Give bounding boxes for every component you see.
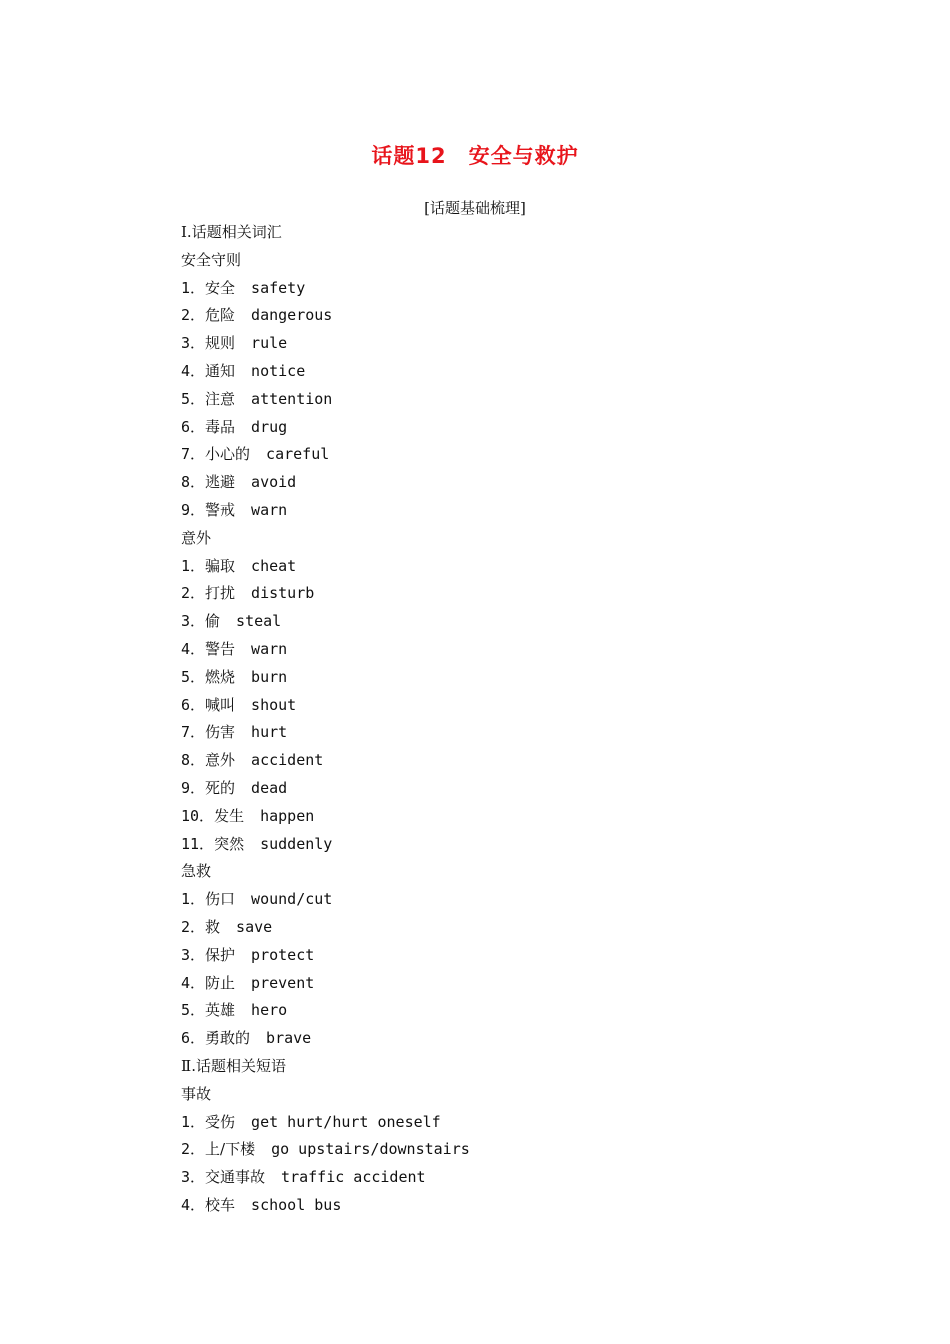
item-english: protect (251, 945, 315, 964)
item-english: steal (236, 612, 282, 631)
item-number: 1． (181, 278, 206, 297)
item-chinese: 死的 (205, 778, 236, 797)
item-number: 6． (181, 417, 206, 436)
vocab-item (181, 775, 881, 803)
vocab-item (181, 608, 881, 636)
vocab-item (181, 914, 881, 942)
item-number: 7． (181, 445, 206, 464)
item-english: brave (266, 1029, 312, 1048)
vocab-item (181, 997, 881, 1025)
vocab-item (181, 1192, 881, 1220)
item-chinese: 英雄 (205, 1001, 236, 1020)
group-heading: 安全守则 (181, 250, 242, 269)
vocab-item (181, 553, 881, 581)
vocab-item (181, 1164, 881, 1192)
item-number: 6． (181, 695, 206, 714)
vocab-item (181, 1136, 881, 1164)
item-english: suddenly (260, 834, 333, 853)
item-chinese: 危险 (205, 306, 236, 325)
vocab-item (181, 831, 881, 859)
vocabulary-content (181, 219, 881, 1220)
item-chinese: 突然 (214, 834, 245, 853)
item-chinese: 喊叫 (205, 695, 236, 714)
item-english: drug (251, 417, 288, 436)
item-chinese: 警戒 (205, 500, 236, 519)
item-chinese: 防止 (205, 973, 236, 992)
vocab-item (181, 719, 881, 747)
item-english: save (236, 917, 273, 936)
item-english: cheat (251, 556, 297, 575)
item-number: 3． (181, 945, 206, 964)
item-chinese: 伤害 (205, 723, 236, 742)
vocab-item (181, 747, 881, 775)
vocab-item (181, 970, 881, 998)
item-number: 10． (181, 806, 215, 825)
vocab-item (181, 358, 881, 386)
item-number: 1． (181, 556, 206, 575)
item-english: notice (251, 361, 306, 380)
item-english: careful (266, 445, 330, 464)
item-english: happen (260, 806, 315, 825)
item-english: safety (251, 278, 306, 297)
item-chinese: 打扰 (205, 584, 236, 603)
item-english: warn (251, 639, 288, 658)
item-english: hero (251, 1001, 288, 1020)
item-english: wound/cut (251, 890, 333, 909)
item-english: traffic accident (281, 1168, 426, 1187)
group-heading: 意外 (181, 528, 212, 547)
item-number: 3． (181, 612, 206, 631)
item-chinese: 勇敢的 (205, 1029, 251, 1048)
vocab-item (181, 886, 881, 914)
item-english: get hurt/hurt oneself (251, 1112, 441, 1131)
item-number: 8． (181, 473, 206, 492)
title-topic-number: 话题12 (371, 144, 447, 168)
item-chinese: 保护 (205, 945, 236, 964)
item-number: 5． (181, 667, 206, 686)
item-number: 9． (181, 500, 206, 519)
item-english: prevent (251, 973, 315, 992)
item-chinese: 毒品 (205, 417, 236, 436)
item-number: 2． (181, 306, 206, 325)
item-number: 4． (181, 1195, 206, 1214)
item-number: 4． (181, 639, 206, 658)
item-number: 11． (181, 834, 215, 853)
vocab-item (181, 1025, 881, 1053)
item-english: avoid (251, 473, 297, 492)
vocab-item (181, 497, 881, 525)
item-chinese: 发生 (214, 806, 245, 825)
item-english: hurt (251, 723, 288, 742)
vocab-item (181, 942, 881, 970)
item-number: 2． (181, 917, 206, 936)
item-number: 4． (181, 973, 206, 992)
item-number: 9． (181, 778, 206, 797)
item-chinese: 意外 (205, 751, 236, 770)
item-english: burn (251, 667, 288, 686)
section-subtitle: [话题基础梳理] (424, 199, 526, 217)
vocab-item (181, 664, 881, 692)
vocab-item (181, 275, 881, 303)
item-number: 5． (181, 1001, 206, 1020)
item-english: shout (251, 695, 297, 714)
vocab-item (181, 386, 881, 414)
vocab-item (181, 441, 881, 469)
item-english: accident (251, 751, 324, 770)
item-number: 1． (181, 890, 206, 909)
item-chinese: 注意 (205, 389, 236, 408)
item-number: 2． (181, 1140, 206, 1159)
item-chinese: 上/下楼 (205, 1140, 256, 1159)
item-number: 3． (181, 334, 206, 353)
item-number: 1． (181, 1112, 206, 1131)
title-topic-name: 安全与救护 (468, 144, 579, 168)
item-chinese: 校车 (205, 1195, 236, 1214)
item-chinese: 骗取 (205, 556, 236, 575)
vocab-item (181, 803, 881, 831)
vocab-item (181, 1109, 881, 1137)
group-heading: 急救 (181, 862, 212, 881)
vocab-item (181, 302, 881, 330)
item-chinese: 小心的 (205, 445, 251, 464)
section-heading: Ⅱ.话题相关短语 (181, 1056, 286, 1075)
item-english: disturb (251, 584, 315, 603)
item-chinese: 规则 (205, 334, 236, 353)
vocab-item (181, 469, 881, 497)
item-chinese: 通知 (205, 361, 236, 380)
item-chinese: 交通事故 (205, 1168, 266, 1187)
item-chinese: 警告 (205, 639, 236, 658)
group-heading: 事故 (181, 1084, 212, 1103)
item-chinese: 伤口 (205, 890, 236, 909)
item-number: 3． (181, 1168, 206, 1187)
item-number: 4． (181, 361, 206, 380)
item-chinese: 偷 (205, 612, 221, 631)
item-english: attention (251, 389, 333, 408)
vocab-item (181, 580, 881, 608)
item-number: 2． (181, 584, 206, 603)
item-chinese: 救 (205, 917, 221, 936)
item-english: dangerous (251, 306, 333, 325)
item-number: 6． (181, 1029, 206, 1048)
item-chinese: 燃烧 (205, 667, 236, 686)
item-chinese: 安全 (205, 278, 236, 297)
page-title (0, 140, 950, 170)
vocab-item (181, 414, 881, 442)
vocab-item (181, 330, 881, 358)
item-english: go upstairs/downstairs (271, 1140, 470, 1159)
vocab-item (181, 692, 881, 720)
item-english: dead (251, 778, 288, 797)
item-english: warn (251, 500, 288, 519)
item-number: 8． (181, 751, 206, 770)
item-number: 7． (181, 723, 206, 742)
item-english: school bus (251, 1195, 342, 1214)
section-heading: Ⅰ.话题相关词汇 (181, 223, 282, 241)
item-chinese: 逃避 (205, 473, 236, 492)
item-chinese: 受伤 (205, 1112, 236, 1131)
vocab-item (181, 636, 881, 664)
item-number: 5． (181, 389, 206, 408)
item-english: rule (251, 334, 288, 353)
